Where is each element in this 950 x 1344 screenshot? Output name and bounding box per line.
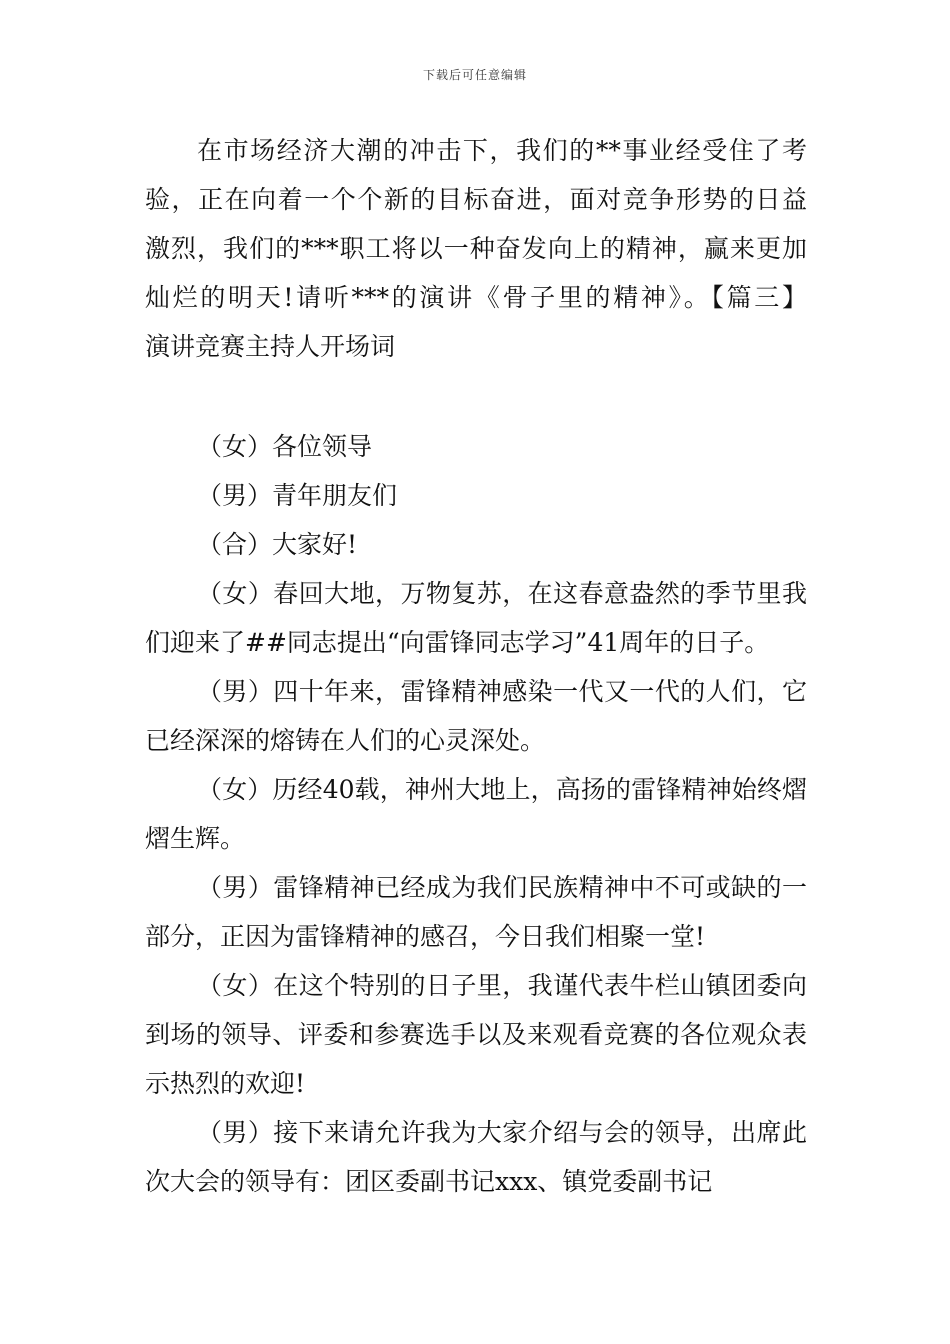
blank-line [145,371,807,422]
speech-line-male: （男）雷锋精神已经成为我们民族精神中不可或缺的一部分，正因为雷锋精神的感召，今日我们相聚一堂! [145,873,807,951]
speech-line-male: （男）青年朋友们 [197,481,398,510]
intro-line: 激烈，我们的***职工将以一种奋发向上的精神，赢来更加 [145,234,807,263]
intro-line: 在市场经济大潮的冲击下，我们的**事业经受住了考 [197,136,807,165]
speech-line-female: （女）历经40载，神州大地上，高扬的雷锋精神始终熠熠生辉。 [145,775,807,853]
document-body [145,126,807,1206]
speech-line-male: （男）四十年来，雷锋精神感染一代又一代的人们，它已经深深的熔铸在人们的心灵深处。 [145,677,807,755]
page-header: 下载后可任意编辑 [422,68,527,82]
intro-line: 验，正在向着一个个新的目标奋进，面对竞争形势的日益 [145,185,807,214]
intro-line: 灿烂的明天!请听***的演讲《骨子里的精神》。【篇三】 [145,283,807,312]
intro-line: 演讲竞赛主持人开场词 [145,332,396,361]
speech-line-female: （女）各位领导 [197,432,373,461]
speech-line-female: （女）在这个特别的日子里，我谨代表牛栏山镇团委向到场的领导、评委和参赛选手以及来观看竞赛的各位观众表示热烈的欢迎! [145,971,807,1098]
speech-line-male: （男）接下来请允许我为大家介绍与会的领导，出席此次大会的领导有：团区委副书记xxx、镇党委副书记 [145,1118,807,1196]
speech-line-together: （合）大家好! [197,530,358,559]
speech-line-female: （女）春回大地，万物复苏，在这春意盎然的季节里我们迎来了##同志提出“向雷锋同志学习”41周年的日子。 [145,579,807,657]
intro-paragraph [145,126,807,371]
